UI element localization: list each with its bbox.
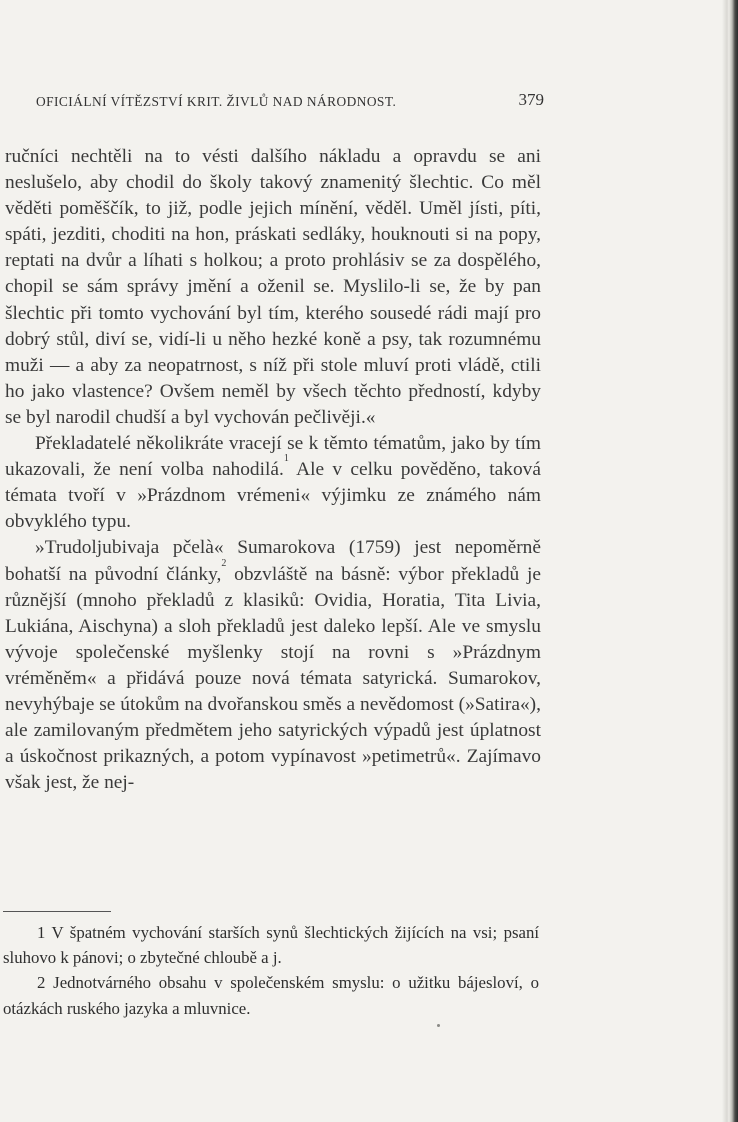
running-title: OFICIÁLNÍ VÍTĚZSTVÍ KRIT. ŽIVLŮ NAD NÁRODNOST. <box>36 94 397 109</box>
footnote-1-text: V špatném vychování starších synů šlechtických žijících na vsi; psaní sluhovo k pánovi; o zbytečné chloubě a j. <box>3 923 539 968</box>
footnote-ref-2: 2 <box>221 557 227 569</box>
paragraph-3-text-a: »Trudoljubivaja pčelà« Sumarokova (1759) jest nepoměrně bohatší na původní články, <box>5 537 541 585</box>
footnote-ref-1: 1 <box>283 453 289 465</box>
footnote-2 <box>3 970 539 1020</box>
footnote-2-mark: 2 <box>37 973 46 993</box>
paragraph-2-text-a: Překladatelé několikráte vracejí se k těmto tématům, jako by tím ukazovali, že není volba nahodilá. <box>5 433 541 481</box>
paragraph-2-text-b: Ale v celku pověděno, taková témata tvoří v »Prázdnom vrémeni« výjimku ze známého nám obvyklého typu. <box>5 459 541 533</box>
footnote-1 <box>3 920 539 970</box>
running-header <box>36 86 546 116</box>
paragraph-3 <box>5 535 541 796</box>
paragraph-1: ručníci nechtěli na to vésti dalšího nákladu a opravdu se ani neslušelo, aby chodil do školy takový znamenitý šlechtic. Co měl věděti poměščík, to již, podle jejich mínění, věděl. Uměl jísti, píti, spáti, jezditi, choditi na hon, práskati sedláky, houknouti si na popy, reptati na dvůr a líhati s holkou; a proto prohlásiv se za dospělého, chopil se sám správy jmění a oženil se. Myslilo-li se, že by pan šlechtic při tomto vychování byl tím, kterého sousedé rádi mají pro dobrý stůl, diví se, vidí-li u něho hezké koně a psy, tak rozumnému muži — a aby za neopatrnost, s níž při stole mluví proti vládě, ctili ho jako vlastence? Ovšem neměl by všech těchto předností, kdyby se byl narodil chudší a byl vychován pečlivěji.« <box>5 146 541 428</box>
footnote-2-text: Jednotvárného obsahu v společenském smyslu: o užitku bájesloví, o otázkách ruského jazyka a mluvnice. <box>3 973 539 1018</box>
paragraph-2 <box>5 431 541 535</box>
page-number: 379 <box>518 90 544 109</box>
footnotes <box>3 920 539 1021</box>
footnote-divider <box>3 911 111 912</box>
paragraph-3-text-b: obzvláště na básně: výbor překladů je různější (mnoho překladů z klasiků: Ovidia, Horatia, Tita Livia, Lukiána, Aischyna) a sloh překladů jest daleko lepší. Ale ve smyslu vývoje společenské myšlenky stojí na rovni s »Prázdnym vréměněm« a přidává pouze nová témata satyrická. Sumarokov, nevyhýbaje se útokům na dvořanskou směs a nevědomost (»Satira«), ale zamilovaným předmětem jeho satyrických výpadů jest úplatnost a úskočnost prikazných, a potom vypínavost »petimetrů«. Zajímavo však jest, že nej- <box>5 563 541 794</box>
page-binding-edge <box>722 0 738 1122</box>
footnote-1-mark: 1 <box>37 923 46 942</box>
paper-speck <box>437 1024 440 1027</box>
main-text <box>5 144 541 796</box>
